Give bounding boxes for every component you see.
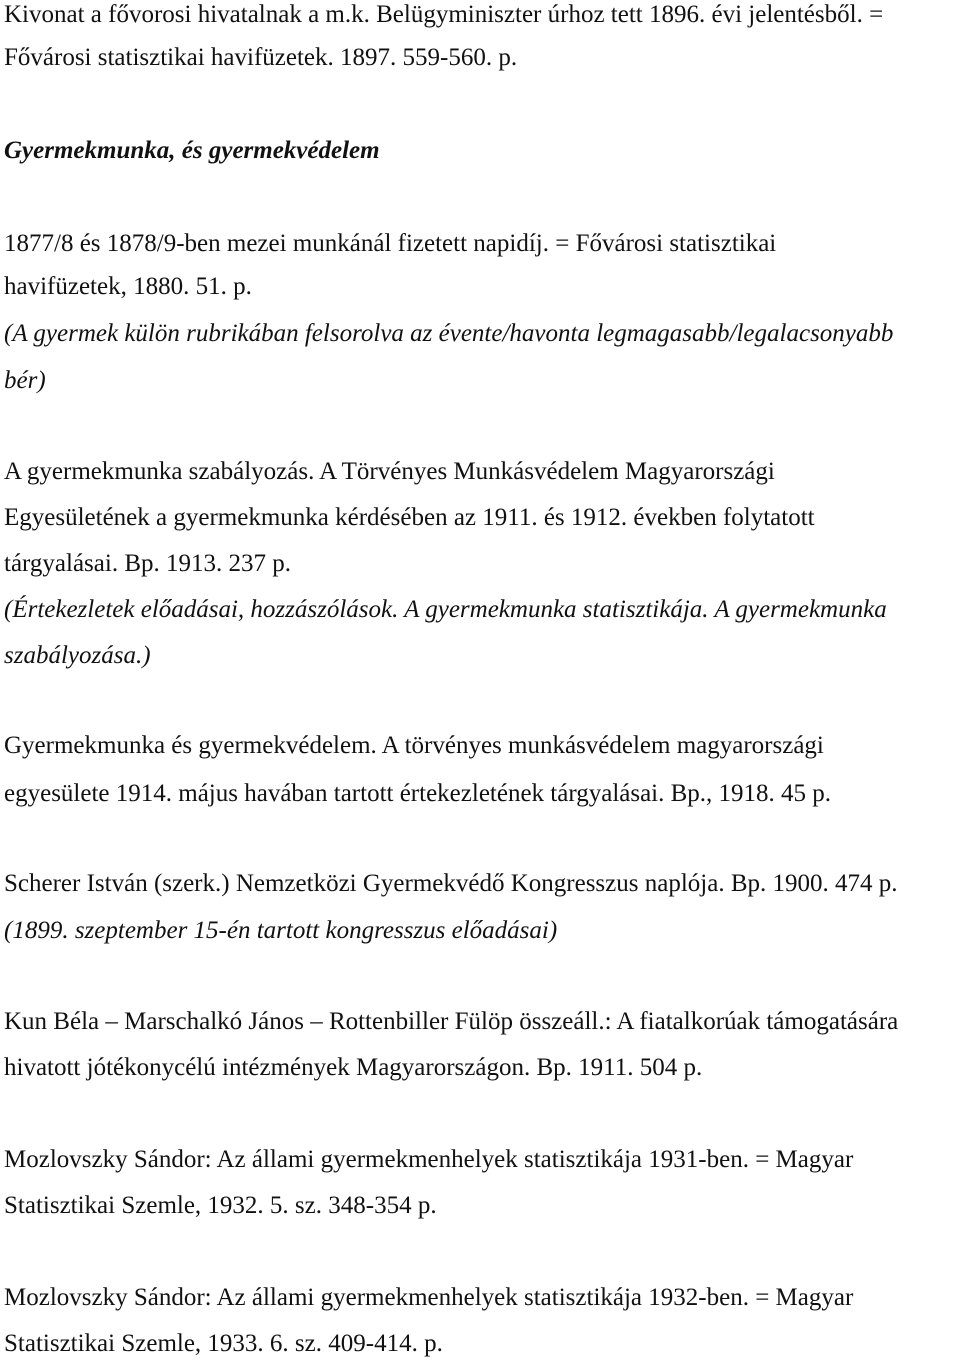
text-line: Mozlovszky Sándor: Az állami gyermekmenhelyek statisztikája 1932-ben. = Magyar [4,1284,854,1311]
text-line: Statisztikai Szemle, 1933. 6. sz. 409-414. p. [4,1330,443,1357]
text-line: Egyesületének a gyermekmunka kérdésében az 1911. és 1912. években folytatott [4,504,815,531]
text-line: Kun Béla – Marschalkó János – Rottenbiller Fülöp összeáll.: A fiatalkorúak támogatására [4,1008,899,1035]
text-line: egyesülete 1914. május havában tartott értekezletének tárgyalásai. Bp., 1918. 45 p. [4,780,832,807]
text-line: (1899. szeptember 15-én tartott kongresszus előadásai) [4,917,558,944]
text-line: Gyermekmunka és gyermekvédelem. A törvényes munkásvédelem magyarországi [4,732,824,759]
text-line: szabályozása.) [4,642,151,669]
text-line: Statisztikai Szemle, 1932. 5. sz. 348-354 p. [4,1192,437,1219]
text-line: Kivonat a fővorosi hivatalnak a m.k. Belügyminiszter úrhoz tett 1896. évi jelentésből. = [4,1,884,28]
text-line: hivatott jótékonycélú intézmények Magyarországon. Bp. 1911. 504 p. [4,1054,703,1081]
section-heading: Gyermekmunka, és gyermekvédelem [4,137,380,164]
text-line: 1877/8 és 1878/9-ben mezei munkánál fizetett napidíj. = Fővárosi statisztikai [4,230,777,257]
text-line: (A gyermek külön rubrikában felsorolva az évente/havonta legmagasabb/legalacsonyabb [4,320,894,347]
text-line: Scherer István (szerk.) Nemzetközi Gyermekvédő Kongresszus naplója. Bp. 1900. 474 p. [4,870,898,897]
text-line: Mozlovszky Sándor: Az állami gyermekmenhelyek statisztikája 1931-ben. = Magyar [4,1146,854,1173]
text-line: havifüzetek, 1880. 51. p. [4,273,252,300]
text-line: Fővárosi statisztikai havifüzetek. 1897. 559-560. p. [4,44,518,71]
text-line: (Értekezletek előadásai, hozzászólások. A gyermekmunka statisztikája. A gyermekmunka [4,596,887,623]
text-line: A gyermekmunka szabályozás. A Törvényes Munkásvédelem Magyarországi [4,458,775,485]
text-line: tárgyalásai. Bp. 1913. 237 p. [4,550,291,577]
text-line: bér) [4,367,46,394]
